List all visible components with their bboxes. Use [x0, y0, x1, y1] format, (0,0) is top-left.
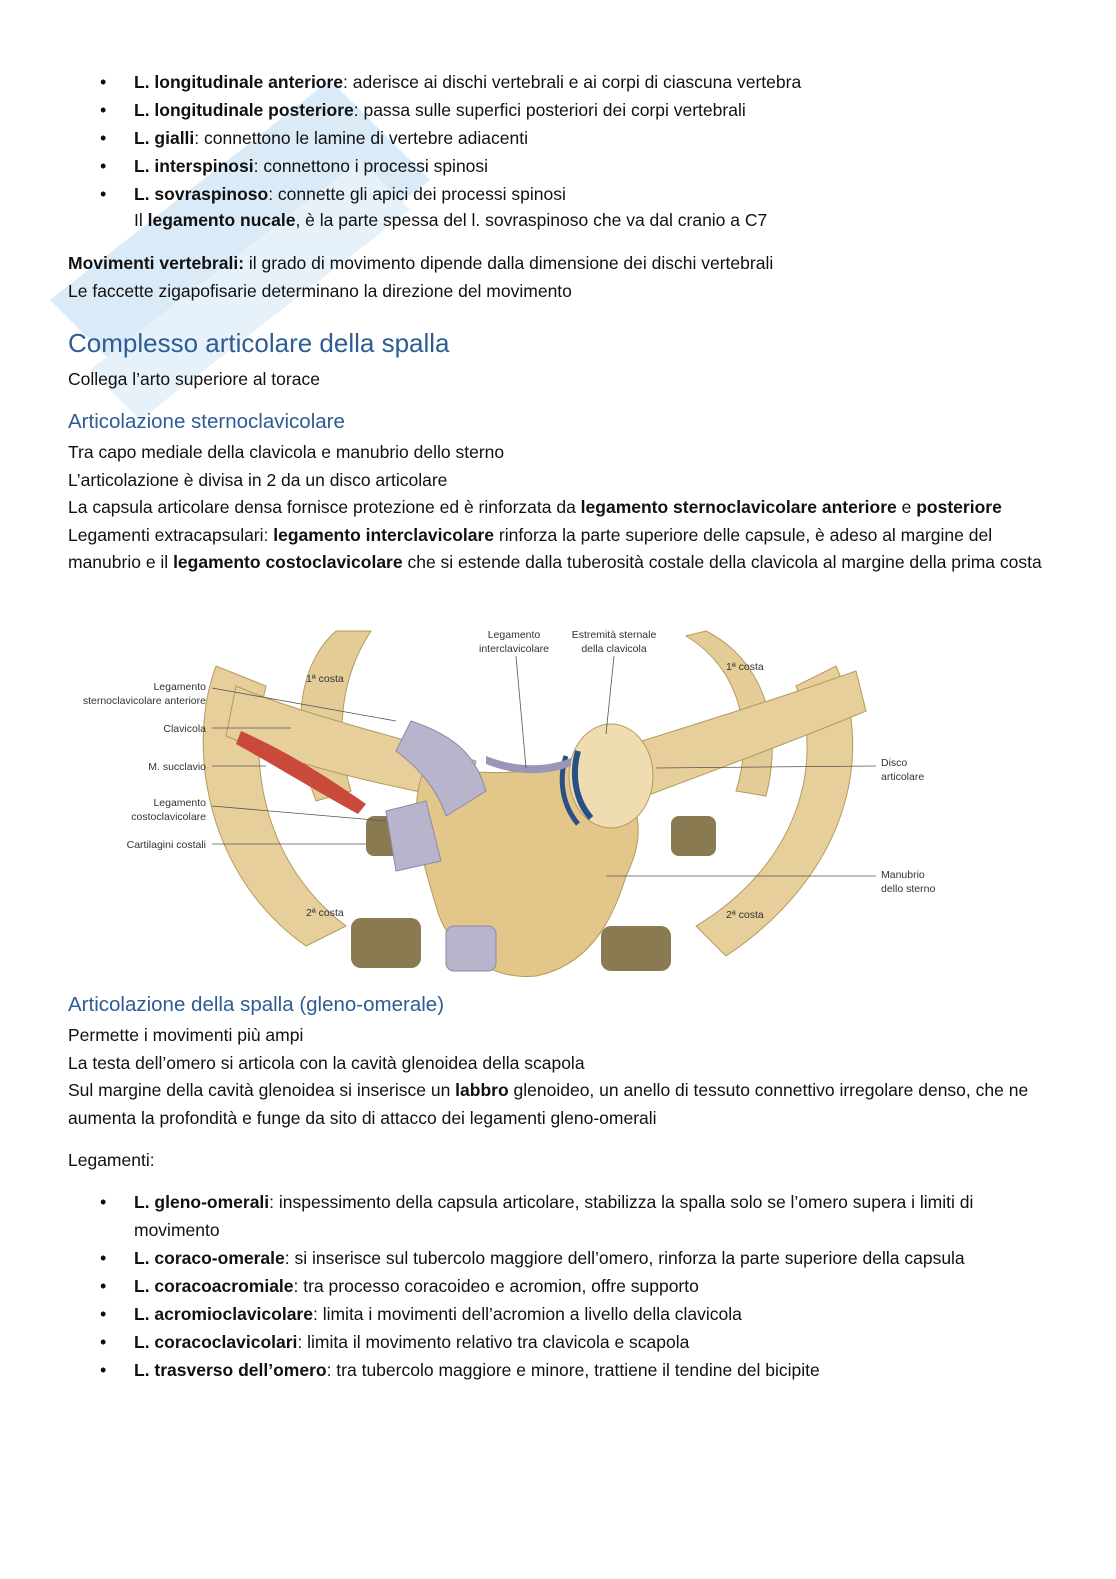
list-item: • L. gialli: connettono le lamine di vertebre adiacenti [100, 124, 1060, 152]
costal-cartilage-left [351, 918, 421, 968]
list-item: • L. longitudinale anteriore: aderisce ai dischi vertebrali e ai corpi di ciascuna vertebra [100, 68, 1060, 96]
label-costal-cartilages: Cartilagini costali [126, 839, 206, 851]
label-first-rib-right: 1ª costa [726, 661, 764, 673]
label-interclavicular-ligament-2: interclavicolare [478, 643, 550, 655]
list-item: • L. sovraspinoso: connette gli apici dei processi spinosi [100, 180, 1060, 208]
sternal-end-clavicle [569, 724, 653, 828]
list-item: • L. coraco-omerale: si inserisce sul tubercolo maggiore dell’omero, rinforza la parte superiore della capsula [100, 1244, 1060, 1272]
label-sternal-end: Estremità sternale [571, 629, 657, 641]
label-interclavicular-ligament: Legamento [487, 629, 541, 641]
label-articular-disc-2: articolare [881, 771, 925, 783]
list-item: • L. trasverso dell’omero: tra tubercolo maggiore e minore, trattiene il tendine del bicipite [100, 1356, 1060, 1384]
label-anterior-ligament-2: sternoclavicolare anteriore [82, 695, 206, 707]
label-costoclavicular-2: costoclavicolare [131, 811, 206, 823]
label-second-rib-right: 2ª costa [726, 909, 764, 921]
subsection-title-gleno: Articolazione della spalla (gleno-omerale) [68, 993, 445, 1016]
section-title: Complesso articolare della spalla [68, 328, 450, 358]
label-manubrium: Manubrio [881, 869, 925, 881]
list-item: • L. coracoclavicolari: limita il movimento relativo tra clavicola e scapola [100, 1328, 1060, 1356]
gleno-paragraph: Permette i movimenti più ampi La testa dell’omero si articola con la cavità glenoidea della scapola Sul margine della cavità glenoidea si inserisce un labbro glenoideo, un anello di tessuto connettivo irregolare denso, che ne aumenta la profondità e funge da sito di attacco dei legamenti gleno-omerali [68, 1025, 1029, 1128]
ligament-list-spine [100, 68, 1060, 208]
list-item: • L. acromioclavicolare: limita i movimenti dell’acromion a livello della clavicola [100, 1300, 1060, 1328]
label-second-rib-left: 2ª costa [306, 907, 344, 919]
lower-ligament [446, 926, 496, 971]
costal-cartilage-right [601, 926, 671, 971]
list-item: • L. longitudinale posteriore: passa sulle superfici posteriori dei corpi vertebrali [100, 96, 1060, 124]
first-costal-cartilage-right [671, 816, 716, 856]
label-manubrium-2: dello sterno [881, 883, 936, 895]
legamenti-label: Legamenti: [68, 1150, 155, 1170]
label-costoclavicular: Legamento [153, 797, 206, 809]
list-item: • L. coracoacromiale: tra processo coracoideo e acromion, offre supporto [100, 1272, 1060, 1300]
list-item: • L. gleno-omerali: inspessimento della capsula articolare, stabilizza la spalla solo se l’omero supera i limiti di movimento [100, 1188, 1060, 1244]
ligament-list-shoulder [100, 1188, 1060, 1384]
movimenti-paragraph: Movimenti vertebrali: il grado di movimento dipende dalla dimensione dei dischi vertebrali Le faccette zigapofisarie determinano la direzione del movimento [68, 253, 774, 301]
section-intro: Collega l’arto superiore al torace [68, 369, 320, 389]
label-first-rib-left: 1ª costa [306, 673, 344, 685]
label-sternal-end-2: della clavicola [581, 643, 647, 655]
sternoclavicular-figure [66, 626, 956, 986]
sterno-paragraph: Tra capo mediale della clavicola e manubrio dello sterno L’articolazione è divisa in 2 da un disco articolare La capsula articolare densa fornisce protezione ed è rinforzata da legamento sternoclavicolare anteriore e posteriore Legamenti extracapsulari: legamento interclavicolare rinforza la parte superiore delle capsule, è adeso al margine del manubrio e il legamento costoclavicolare che si estende dalla tuberosità costale della clavicola al margine della prima costa [68, 442, 1042, 572]
label-subclavius: M. succlavio [148, 761, 206, 773]
list-item: • L. interspinosi: connettono i processi spinosi [100, 152, 1060, 180]
label-articular-disc: Disco [881, 757, 908, 769]
nucale-note: Il legamento nucale, è la parte spessa del l. sovraspinoso che va dal cranio a C7 [134, 210, 768, 230]
label-clavicle: Clavicola [163, 723, 206, 735]
label-anterior-ligament: Legamento [153, 681, 206, 693]
subsection-title-sterno: Articolazione sternoclavicolare [68, 410, 345, 433]
